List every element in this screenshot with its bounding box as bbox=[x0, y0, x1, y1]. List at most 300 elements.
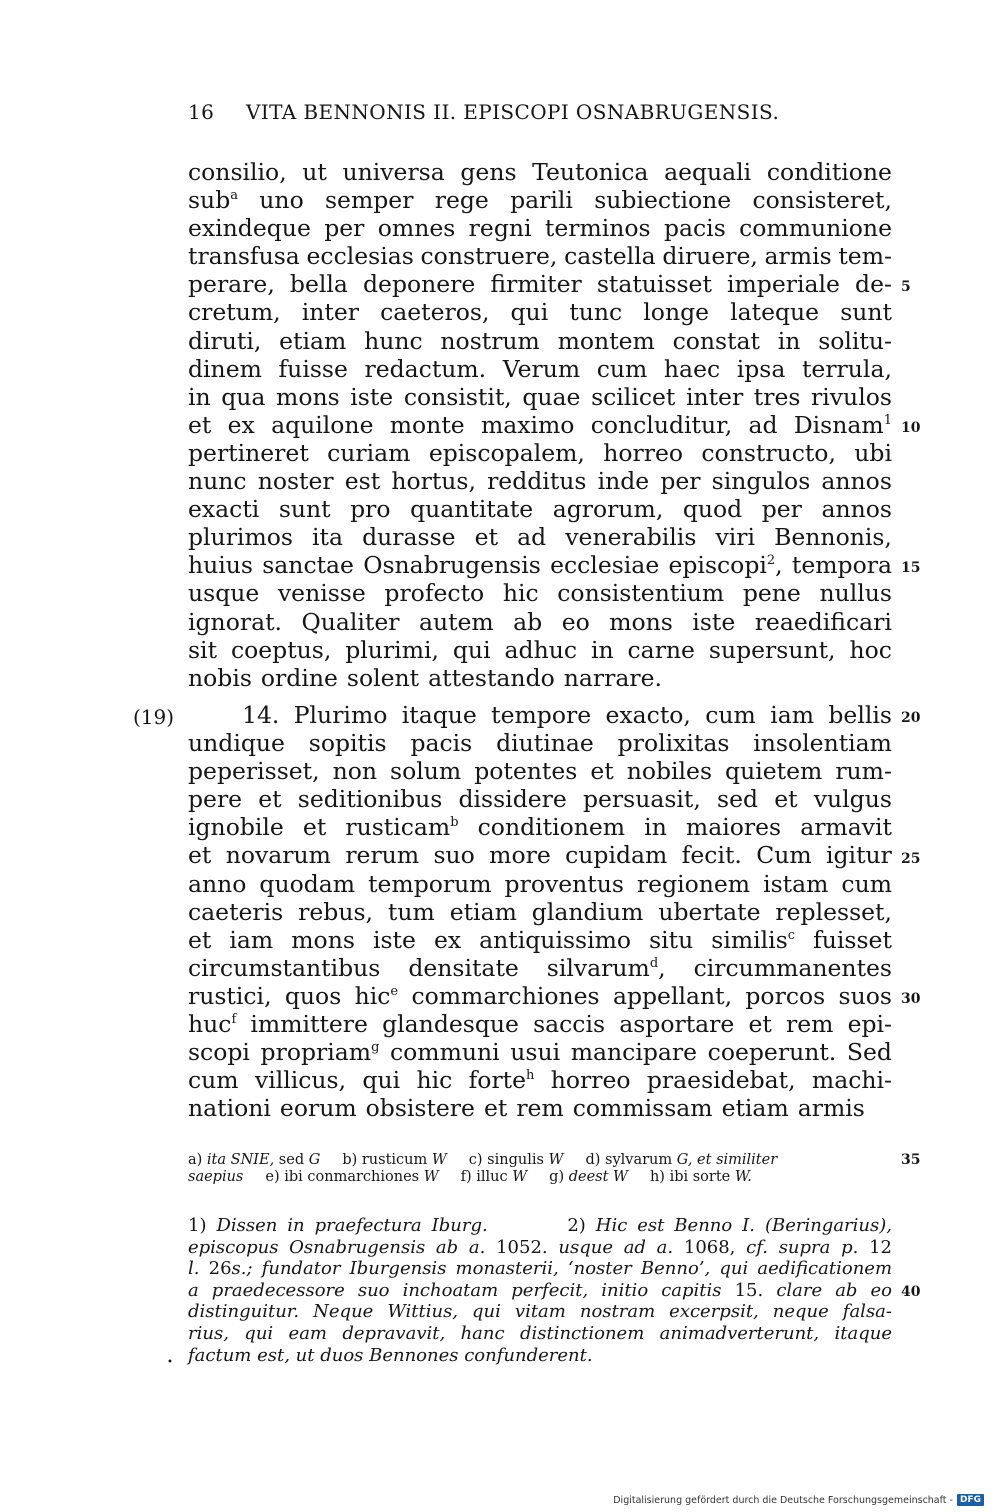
word: ubi bbox=[854, 438, 892, 467]
word: armavit bbox=[800, 813, 892, 842]
footnote-line: rius, qui eam depravavit, hanc distinctionem animadverterunt, itaque bbox=[188, 1322, 892, 1344]
word: tempora bbox=[791, 551, 892, 580]
text-line bbox=[188, 579, 892, 607]
word: annos bbox=[821, 495, 892, 524]
word: horreo bbox=[550, 1066, 631, 1095]
text-line bbox=[188, 898, 892, 926]
text-line bbox=[188, 1094, 892, 1122]
word: inde bbox=[597, 467, 650, 496]
word: ignorat. bbox=[188, 607, 282, 636]
word: scilicet bbox=[591, 382, 676, 411]
text-line bbox=[188, 785, 892, 813]
word: armis bbox=[764, 242, 832, 271]
word: vulgus bbox=[813, 785, 892, 814]
text-line bbox=[188, 664, 892, 692]
word: diutinae bbox=[496, 729, 594, 758]
word: iam bbox=[770, 701, 815, 729]
word: Plurimo bbox=[293, 701, 388, 729]
word: quod bbox=[682, 495, 743, 524]
word: quantitate bbox=[410, 495, 534, 524]
word: adhuc bbox=[504, 635, 578, 664]
apparatus-entry: e) ibi conmarchiones W bbox=[265, 1169, 439, 1185]
word: annos bbox=[821, 467, 892, 496]
word: circumstantibus bbox=[188, 953, 381, 982]
text-line bbox=[188, 1010, 892, 1038]
word: hoc bbox=[849, 635, 892, 664]
word: appellant, bbox=[612, 981, 733, 1010]
word: ita bbox=[312, 523, 344, 552]
word: eorum bbox=[279, 1094, 357, 1123]
running-head bbox=[188, 100, 898, 124]
text-line bbox=[188, 158, 892, 186]
line-number: 10 bbox=[901, 419, 921, 436]
word: fuisset bbox=[813, 925, 892, 954]
word: profecto bbox=[384, 579, 485, 608]
footnote-marker: f bbox=[231, 1012, 237, 1028]
word: ignobile bbox=[188, 813, 284, 842]
main-text-block-2 bbox=[188, 701, 892, 1122]
word: et bbox=[483, 1094, 508, 1123]
footnote-marker: h bbox=[526, 1068, 535, 1084]
text-line bbox=[188, 495, 892, 523]
word: terminos bbox=[544, 214, 651, 243]
word: maiores bbox=[685, 813, 782, 842]
word: aquilone bbox=[271, 410, 374, 439]
text-line bbox=[188, 467, 892, 495]
word: communi bbox=[390, 1038, 500, 1067]
word: tunc bbox=[569, 298, 623, 327]
word: imperiale bbox=[727, 270, 840, 299]
word: sed bbox=[717, 785, 759, 814]
word: sanctae bbox=[262, 551, 354, 580]
word: Qualiter bbox=[301, 607, 400, 636]
word: in bbox=[644, 813, 667, 842]
word: antiquissimo bbox=[479, 925, 632, 954]
main-text-block-1 bbox=[188, 158, 892, 692]
word: qui bbox=[510, 298, 549, 327]
text-line bbox=[188, 870, 892, 898]
word: glandium bbox=[531, 897, 644, 926]
word: eo bbox=[561, 607, 590, 636]
word: et bbox=[474, 523, 499, 552]
word: conditionem bbox=[477, 813, 626, 842]
footnote-marker: g bbox=[371, 1040, 380, 1056]
word: coeptus, bbox=[230, 635, 332, 664]
text-line bbox=[188, 551, 892, 579]
text-line bbox=[188, 608, 892, 636]
word: in bbox=[777, 326, 801, 355]
word: et bbox=[774, 785, 798, 814]
word: quietem bbox=[725, 757, 823, 786]
footnote-marker: 2 bbox=[766, 553, 776, 569]
word: temporum bbox=[368, 869, 492, 898]
footnote-line: factum est, ut duos Bennones confunderent. bbox=[188, 1344, 593, 1366]
word: cum bbox=[841, 869, 892, 898]
apparatus-entry: b) rusticum W bbox=[342, 1152, 447, 1168]
word: rege bbox=[434, 186, 489, 215]
word: per bbox=[324, 214, 365, 243]
word: constat bbox=[672, 326, 760, 355]
footer-text: Digitalisierung gefördert durch die Deutsche Forschungsgemeinschaft - bbox=[613, 1494, 953, 1506]
word: iam bbox=[229, 925, 274, 954]
word: commarchiones bbox=[411, 981, 600, 1010]
text-line bbox=[188, 186, 892, 214]
text-line bbox=[188, 1066, 892, 1094]
word: conditione bbox=[766, 158, 892, 186]
word: similis$^c$ bbox=[711, 925, 796, 954]
word: et bbox=[188, 410, 212, 439]
word: huius bbox=[188, 551, 253, 580]
word: plurimos bbox=[188, 523, 293, 552]
word: redactum. bbox=[364, 354, 487, 383]
word: usque bbox=[188, 579, 260, 608]
word: et bbox=[188, 925, 212, 954]
word: venerabilis bbox=[565, 523, 697, 552]
word: venisse bbox=[277, 579, 366, 608]
word: pacis bbox=[663, 214, 726, 243]
word: persuasit, bbox=[582, 785, 701, 814]
text-line bbox=[188, 327, 892, 355]
word: sunt bbox=[840, 298, 892, 327]
footnote-marker: e bbox=[390, 983, 399, 999]
text-line bbox=[188, 841, 892, 869]
word: durasse bbox=[362, 523, 456, 552]
word: montem bbox=[557, 326, 655, 355]
text-line bbox=[188, 242, 892, 270]
word: universa bbox=[342, 158, 445, 186]
word: pene bbox=[742, 579, 801, 608]
word: gens bbox=[460, 158, 517, 186]
word: caeteros, bbox=[380, 298, 490, 327]
text-line bbox=[188, 523, 892, 551]
text-line bbox=[188, 757, 892, 785]
word: tempore bbox=[491, 701, 592, 729]
word: nullus bbox=[819, 579, 892, 608]
word: reaedificari bbox=[754, 607, 892, 636]
word: sopitis bbox=[308, 729, 387, 758]
word: rum- bbox=[835, 757, 892, 786]
word: in bbox=[188, 382, 211, 411]
word: transfusa bbox=[188, 242, 300, 271]
word: et bbox=[188, 841, 212, 870]
word: consistentium bbox=[557, 579, 725, 608]
word: propriam$^g$ bbox=[260, 1038, 380, 1067]
word: situ bbox=[649, 925, 694, 954]
word: ecclesias bbox=[306, 242, 414, 271]
word: novarum bbox=[225, 841, 331, 870]
footnote-line: 1) Dissen in praefectura Iburg. 2) Hic est Benno I. (Beringarius), bbox=[188, 1215, 892, 1236]
word: et bbox=[748, 1010, 772, 1039]
footnote-marker: a bbox=[230, 188, 239, 204]
word: Disnam$^1$ bbox=[793, 410, 892, 439]
word: maximo bbox=[480, 410, 575, 439]
text-line bbox=[188, 701, 892, 729]
word: seditionibus bbox=[297, 785, 443, 814]
word: rivulos bbox=[811, 382, 892, 411]
word: asportare bbox=[619, 1010, 735, 1039]
word: ab bbox=[513, 607, 543, 636]
word: saccis bbox=[533, 1010, 606, 1039]
line-number: 30 bbox=[901, 991, 921, 1007]
word: concluditur, bbox=[590, 410, 733, 439]
word: rem bbox=[785, 1010, 834, 1039]
word: iste bbox=[372, 925, 416, 954]
word: anno bbox=[188, 869, 247, 898]
word: rerum bbox=[345, 841, 420, 870]
footnote-marker: b bbox=[450, 815, 459, 831]
word: attestando bbox=[428, 663, 555, 692]
text-line bbox=[188, 813, 892, 841]
word: subiectione bbox=[594, 186, 732, 215]
word: Bennonis, bbox=[774, 523, 892, 552]
word: perare, bbox=[188, 270, 275, 299]
word: ubertate bbox=[658, 897, 761, 926]
apparatus-row bbox=[188, 1169, 892, 1186]
word: immittere bbox=[250, 1010, 368, 1039]
word: tres bbox=[753, 382, 801, 411]
footnote-marker: c bbox=[787, 927, 796, 943]
word: undique bbox=[188, 729, 285, 758]
line-number: 25 bbox=[901, 850, 921, 867]
word: rustici, bbox=[188, 981, 272, 1010]
word: hic bbox=[502, 579, 539, 608]
line-number: 5 bbox=[901, 279, 911, 296]
word: Verum bbox=[502, 354, 581, 383]
word: rebus, bbox=[298, 897, 374, 926]
word: cupidam bbox=[565, 841, 668, 870]
word: horreo bbox=[603, 438, 684, 467]
word: hic bbox=[416, 1066, 453, 1095]
word: carne bbox=[627, 635, 695, 664]
critical-apparatus bbox=[188, 1152, 892, 1186]
word: ordine bbox=[260, 663, 338, 692]
word: densitate bbox=[408, 953, 519, 982]
line-number: 35 bbox=[901, 1152, 921, 1168]
word: firmiter bbox=[490, 270, 582, 299]
word: igitur bbox=[826, 841, 892, 870]
word: inter bbox=[301, 298, 359, 327]
word: 14. bbox=[242, 701, 280, 729]
word: usui bbox=[510, 1038, 561, 1067]
word: redditus bbox=[487, 467, 587, 496]
word: est bbox=[344, 467, 381, 496]
word: itaque bbox=[401, 701, 477, 729]
word: in bbox=[590, 635, 614, 664]
apparatus-entry: c) singulis W bbox=[468, 1152, 564, 1168]
word: mons bbox=[291, 925, 355, 954]
word: narrare. bbox=[563, 663, 662, 692]
word: replesset, bbox=[775, 897, 892, 926]
text-line bbox=[188, 636, 892, 664]
word: consisteret, bbox=[752, 186, 892, 215]
footnote-line: distinguitur. Neque Wittius, qui vitam nostram excerpsit, neque falsa- bbox=[188, 1301, 892, 1323]
word: haec bbox=[663, 354, 721, 383]
word: suo bbox=[433, 841, 475, 870]
word: hortus, bbox=[391, 467, 476, 496]
word: et bbox=[258, 785, 282, 814]
apparatus-entry: a) ita SNIE, sed G bbox=[188, 1152, 321, 1168]
line-number: 40 bbox=[901, 1283, 921, 1300]
word: forte$^h$ bbox=[468, 1066, 535, 1095]
running-title: VITA BENNONIS II. EPISCOPI OSNABRUGENSIS. bbox=[246, 100, 780, 124]
word: monte bbox=[389, 410, 465, 439]
word: tum bbox=[387, 897, 435, 926]
word: Osnabrugensis bbox=[363, 551, 541, 580]
word: dinem bbox=[188, 354, 262, 383]
word: mons bbox=[609, 607, 673, 636]
word: ad bbox=[748, 410, 778, 439]
word: coeperunt. bbox=[707, 1038, 837, 1067]
word: insolentiam bbox=[753, 729, 892, 758]
word: diruti, bbox=[188, 326, 262, 355]
word: construere, bbox=[420, 242, 558, 271]
word: per bbox=[660, 467, 701, 496]
word: communione bbox=[739, 214, 892, 243]
word: lateque bbox=[730, 298, 820, 327]
word: episcopalem, bbox=[428, 438, 585, 467]
word: aequali bbox=[664, 158, 752, 186]
text-line bbox=[188, 411, 892, 439]
word: semper bbox=[325, 186, 414, 215]
word: hunc bbox=[364, 326, 423, 355]
word: praesidebat, bbox=[646, 1066, 796, 1095]
word: cum bbox=[705, 701, 756, 729]
word: viri bbox=[715, 523, 756, 552]
word: curiam bbox=[327, 438, 411, 467]
word: etiam bbox=[279, 326, 347, 355]
word: qui bbox=[362, 1066, 401, 1095]
word: nationi bbox=[188, 1094, 271, 1123]
word: solent bbox=[346, 663, 420, 692]
word: bella bbox=[289, 270, 348, 299]
word: deponere bbox=[363, 270, 476, 299]
apparatus-entry: f) illuc W bbox=[460, 1169, 528, 1185]
footnote-line: episcopus Osnabrugensis ab a. 1052. usque ad a. 1068, cf. supra p. 12 bbox=[188, 1236, 892, 1258]
word: rusticam$^b$ bbox=[345, 813, 459, 842]
word: tem- bbox=[838, 242, 892, 271]
word: nobiles bbox=[626, 757, 713, 786]
word: cretum, bbox=[188, 298, 281, 327]
word: sit bbox=[188, 635, 218, 664]
word: armis bbox=[797, 1094, 865, 1123]
word: dissidere bbox=[458, 785, 567, 814]
word: iste bbox=[692, 607, 736, 636]
word: proventus bbox=[504, 869, 624, 898]
word: ecclesiae bbox=[550, 551, 660, 580]
word: etiam bbox=[721, 1094, 789, 1123]
word: machi- bbox=[811, 1066, 892, 1095]
word: solitu- bbox=[818, 326, 892, 355]
word: ex bbox=[227, 410, 255, 439]
word: porcos bbox=[745, 981, 826, 1010]
text-line bbox=[188, 729, 892, 757]
word: mons bbox=[276, 382, 340, 411]
word: consistit, bbox=[403, 382, 512, 411]
word: agrorum, bbox=[552, 495, 664, 524]
apparatus-entry: d) sylvarum G, et similiter bbox=[585, 1152, 778, 1168]
word: Teutonica bbox=[532, 158, 649, 186]
word: cum bbox=[596, 354, 648, 383]
word: solum bbox=[390, 757, 462, 786]
word: rem bbox=[516, 1094, 564, 1123]
word: statuisset bbox=[596, 270, 712, 299]
word: castella bbox=[564, 242, 656, 271]
word: glandesque bbox=[382, 1010, 519, 1039]
word: more bbox=[489, 841, 551, 870]
footnote-line: a praedecessore suo inchoatam perfecit, initio capitis 15. clare ab eo bbox=[188, 1279, 893, 1301]
word: parili bbox=[510, 186, 573, 215]
word: fuisse bbox=[278, 354, 348, 383]
word: pro bbox=[350, 495, 391, 524]
text-line bbox=[188, 926, 892, 954]
word: et bbox=[590, 757, 614, 786]
word: bellis bbox=[828, 701, 892, 729]
apparatus-entry: saepius bbox=[188, 1169, 244, 1185]
word: exacto, bbox=[605, 701, 691, 729]
word: iste bbox=[350, 382, 394, 411]
text-line bbox=[188, 439, 892, 467]
word: ipsa bbox=[736, 354, 786, 383]
footnote-marker: d bbox=[649, 955, 659, 971]
word: qua bbox=[221, 382, 266, 411]
text-line bbox=[188, 383, 892, 411]
digitization-footer bbox=[613, 1494, 984, 1506]
word: silvarum$^d$, bbox=[546, 953, 666, 982]
apparatus-entry: g) deest W bbox=[549, 1169, 628, 1185]
word: quodam bbox=[259, 869, 356, 898]
chapter-marker: (19) bbox=[133, 705, 175, 729]
text-line bbox=[188, 270, 892, 298]
word: ut bbox=[302, 158, 327, 186]
word: potentes bbox=[474, 757, 578, 786]
word: istam bbox=[763, 869, 829, 898]
word: quae bbox=[522, 382, 581, 411]
text-line bbox=[188, 298, 892, 326]
word: regionem bbox=[636, 869, 751, 898]
word: regni bbox=[468, 214, 532, 243]
word: pertineret bbox=[188, 438, 309, 467]
word: non bbox=[332, 757, 378, 786]
word: longe bbox=[643, 298, 710, 327]
text-line bbox=[188, 954, 892, 982]
word: autem bbox=[418, 607, 494, 636]
word: huc$^f$ bbox=[188, 1010, 237, 1039]
word: prolixitas bbox=[617, 729, 730, 758]
word: exacti bbox=[188, 495, 260, 524]
line-number: 20 bbox=[901, 710, 921, 726]
footnote-line: l. 26s.; fundator Iburgensis monasterii, ‘noster Benno’, qui aedificationem bbox=[188, 1258, 893, 1280]
word: nostrum bbox=[440, 326, 540, 355]
word: diruere, bbox=[662, 242, 758, 271]
word: singulos bbox=[711, 467, 811, 496]
word: caeteris bbox=[188, 897, 284, 926]
word: sunt bbox=[278, 495, 331, 524]
word: plurimi, bbox=[345, 635, 439, 664]
word: pere bbox=[188, 785, 243, 814]
word: cum bbox=[188, 1066, 239, 1095]
word: commissam bbox=[572, 1094, 713, 1123]
footnotes bbox=[188, 1215, 892, 1366]
word: hic$^e$ bbox=[354, 981, 399, 1010]
word: etiam bbox=[449, 897, 517, 926]
text-line bbox=[188, 214, 892, 242]
word: quos bbox=[284, 981, 342, 1010]
word: qui bbox=[452, 635, 491, 664]
word: ex bbox=[433, 925, 462, 954]
word: inter bbox=[685, 382, 744, 411]
word: noster bbox=[257, 467, 334, 496]
word: fecit. bbox=[681, 841, 742, 870]
